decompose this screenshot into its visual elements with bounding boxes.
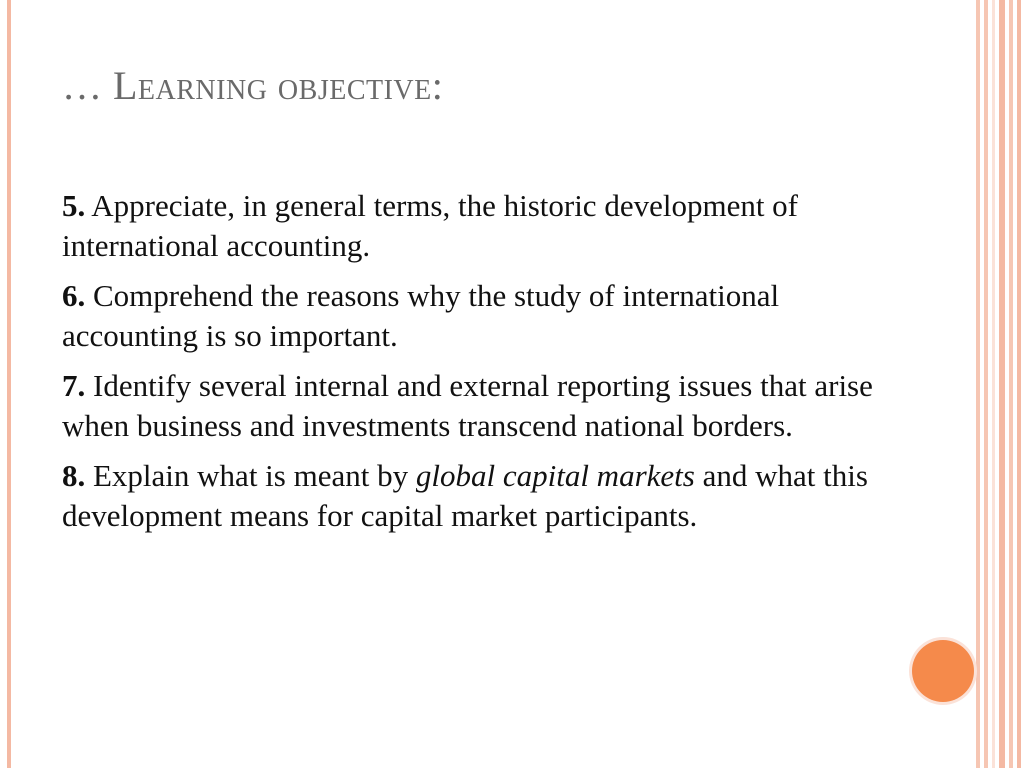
right-stripe [999,0,1005,768]
objective-item-7 [62,366,922,446]
right-stripe [1009,0,1013,768]
decorative-circle-icon [912,640,974,702]
objective-item-8 [62,456,922,536]
right-stripe [992,0,995,768]
slide-title: … Learning objective: [62,63,444,108]
objective-number: 7. [62,368,86,403]
objective-text: Identify several internal and external reporting issues that arise when business and investments transcend national borders. [62,368,873,443]
objective-number: 5. [62,188,86,223]
objectives-list [62,186,922,546]
objective-item-5 [62,186,922,266]
right-border-stripes [976,0,1024,768]
objective-text-italic: global capital markets [415,458,695,493]
right-stripe [984,0,988,768]
objective-text: Comprehend the reasons why the study of international accounting is so important. [62,278,780,353]
objective-item-6 [62,276,922,356]
objective-text-after: and what this development means for capital market participants. [62,458,868,533]
right-stripe [1017,0,1021,768]
left-border-stripe [7,0,11,768]
objective-text: Appreciate, in general terms, the historic development of international accounting. [62,188,799,263]
objective-number: 8. [62,458,86,493]
objective-text-before: Explain what is meant by [85,458,416,493]
right-stripe [976,0,980,768]
objective-number: 6. [62,278,86,313]
